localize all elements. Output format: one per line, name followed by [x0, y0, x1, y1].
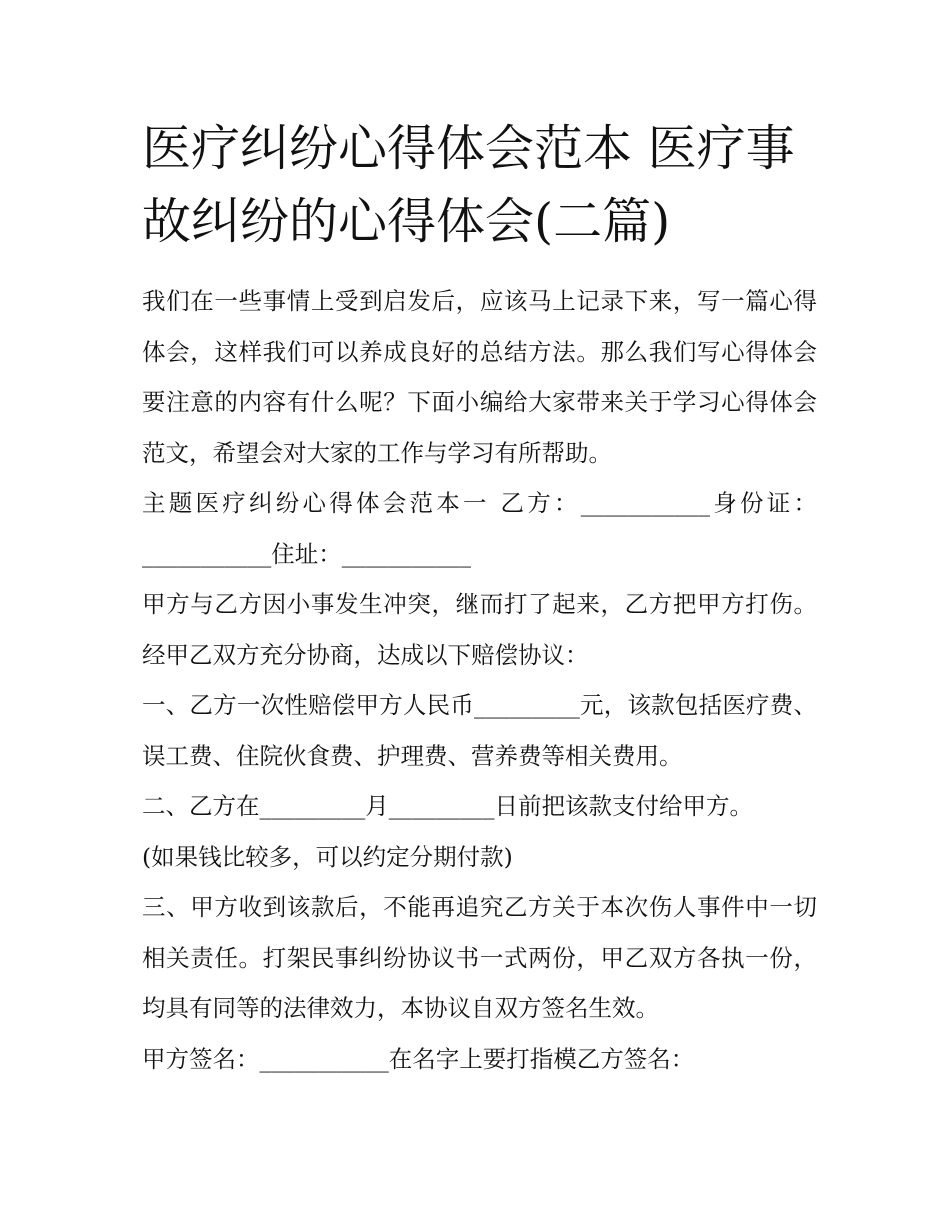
document-body: [142, 276, 817, 1084]
intro-paragraph: 我们在一些事情上受到启发后，应该马上记录下来，写一篇心得体会，这样我们可以养成良好的总结方法。那么我们写心得体会要注意的内容有什么呢？下面小编给大家带来关于学习心得体会范文，希望会对大家的工作与学习有所帮助。: [142, 287, 817, 467]
party-info-paragraph: 主题医疗纠纷心得体会范本一 乙方：___________身份证：___________住址：___________: [142, 489, 817, 568]
document-title: 医疗纠纷心得体会范本 医疗事故纠纷的心得体会(二篇): [142, 120, 795, 250]
conflict-paragraph: 甲方与乙方因小事发生冲突，继而打了起来，乙方把甲方打伤。经甲乙双方充分协商，达成以下赔偿协议：: [142, 590, 817, 669]
clause-two-paragraph: 二、乙方在_________月_________日前把该款支付给甲方。: [142, 792, 753, 820]
signature-paragraph: 甲方签名：___________在名字上要打指模乙方签名：: [142, 1044, 695, 1073]
installment-note-paragraph: (如果钱比较多，可以约定分期付款): [142, 842, 513, 871]
clause-three-paragraph: 三、甲方收到该款后，不能再追究乙方关于本次伤人事件中一切相关责任。打架民事纠纷协议书一式两份，甲乙双方各执一份，均具有同等的法律效力，本协议自双方签名生效。: [142, 893, 817, 1022]
clause-one-paragraph: 一、乙方一次性赔偿甲方人民币_________元，该款包括医疗费、误工费、住院伙食费、护理费、营养费等相关费用。: [142, 691, 817, 770]
